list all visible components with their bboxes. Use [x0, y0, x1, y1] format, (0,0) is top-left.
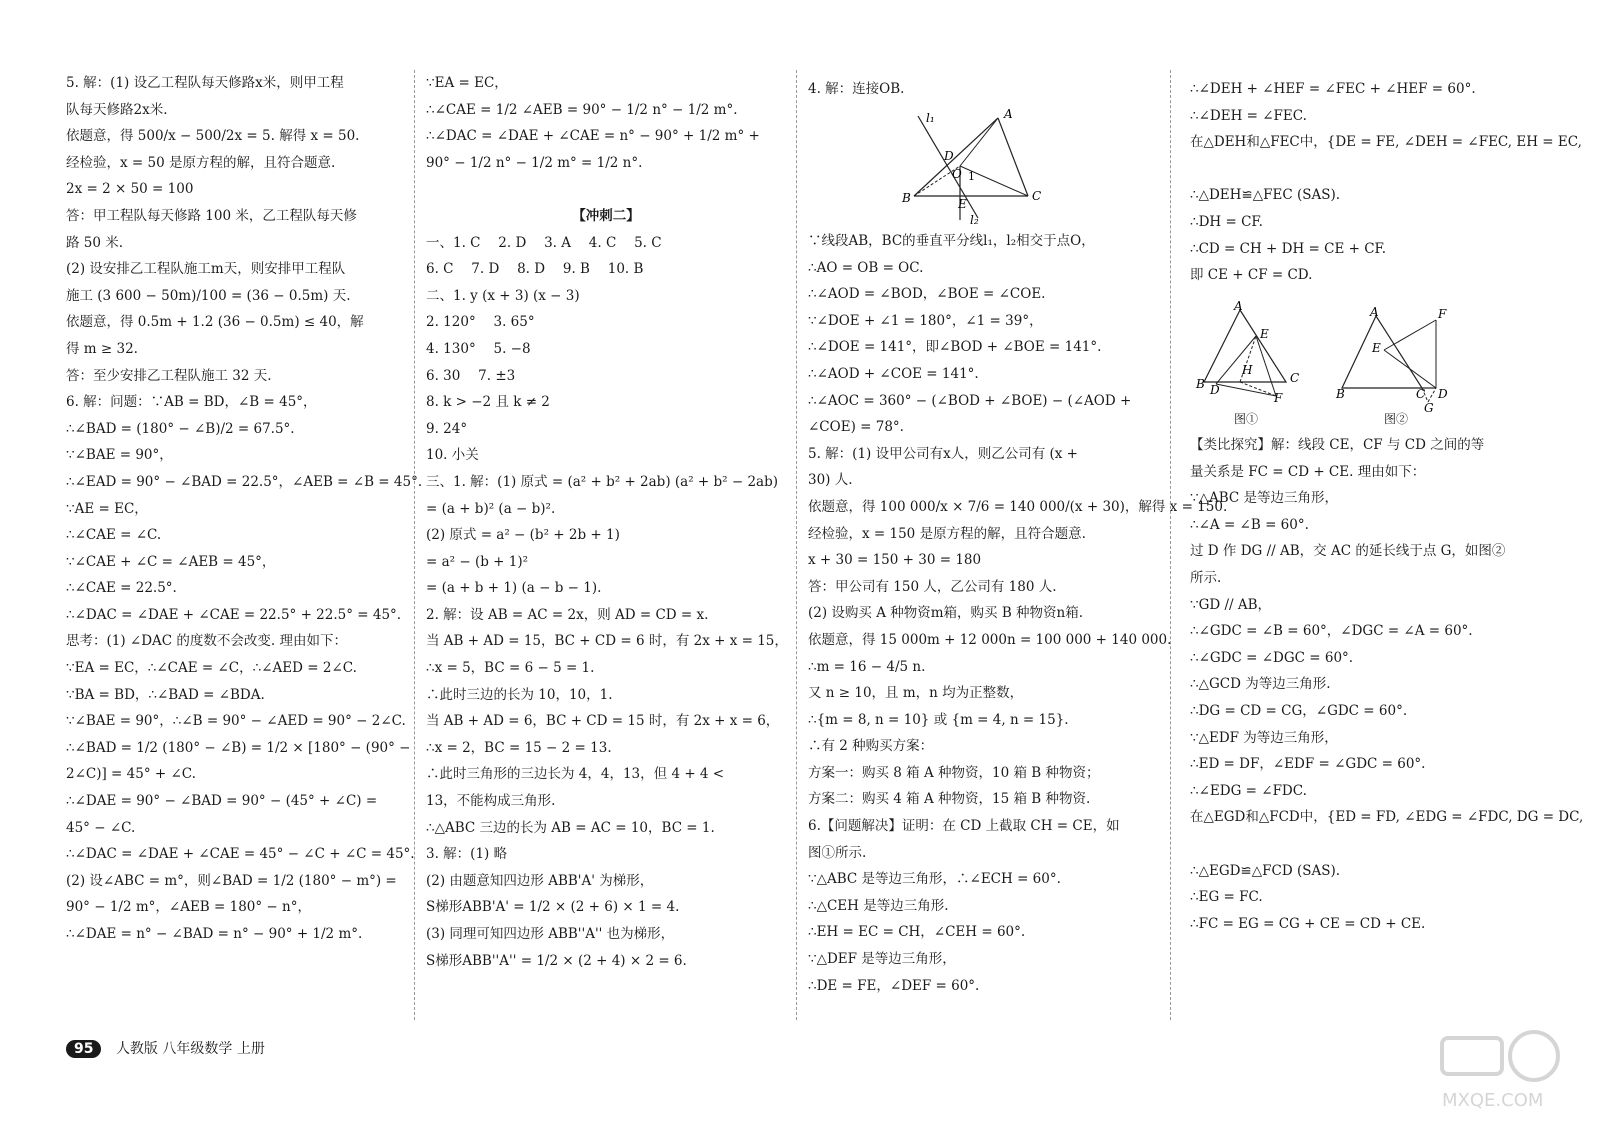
text-line: 4. 130° 5. −8 — [426, 340, 531, 357]
text-line: S梯形ABB'A' = 1/2 × (2 + 6) × 1 = 4. — [426, 899, 680, 916]
text-line: ∵∠BAE = 90°，∴∠B = 90° − ∠AED = 90° − 2∠C. — [66, 713, 406, 730]
fig2-right-label-D: D — [1438, 387, 1448, 401]
text-line: 当 AB + AD = 6，BC + CD = 15 时，有 2x + x = 6， — [426, 713, 780, 730]
text-line: ∴ED = DF，∠EDF = ∠GDC = 60°. — [1190, 756, 1426, 773]
text-line: 2. 120° 3. 65° — [426, 314, 535, 331]
text-line: ∵EA = EC， — [426, 75, 508, 91]
text-line: ∵△EDF 为等边三角形， — [1190, 729, 1338, 746]
text-line: ∴∠DAE = n° − ∠BAD = n° − 90° + 1/2 m°. — [66, 926, 363, 942]
text-line: ∵△ABC 是等边三角形，∴∠ECH = 60°. — [808, 871, 1061, 888]
book-title: 人教版 八年级数学 上册 — [115, 1041, 265, 1057]
text-line: 依题意，得 500/x − 500/2x = 5. 解得 x = 50. — [66, 128, 360, 145]
text-line: 【类比探究】解：线段 CE，CF 与 CD 之间的等 — [1190, 437, 1485, 453]
text-line: 当 AB + AD = 15，BC + CD = 6 时，有 2x + x = 15， — [426, 633, 788, 650]
column-divider-2 — [796, 70, 797, 1020]
text-line: 2x = 2 × 50 = 100 — [66, 181, 194, 198]
page-number: 95 — [66, 1040, 101, 1058]
text-line: (2) 设安排乙工程队施工m天，则安排甲工程队 — [66, 261, 346, 278]
text-line — [1190, 156, 1560, 183]
text-line — [426, 176, 786, 203]
text-line: 依题意，得 15 000m + 12 000n = 100 000 + 140 000. — [808, 631, 1172, 648]
text-line: 13，不能构成三角形. — [426, 793, 556, 810]
text-line: (3) 同理可知四边形 ABB''A'' 也为梯形， — [426, 926, 675, 942]
text-line: ∴∠CAE = 22.5°. — [66, 580, 177, 597]
text-line: ∴∠CAE = 1/2 ∠AEB = 90° − 1/2 n° − 1/2 m°. — [426, 101, 738, 118]
fig1-label-l1: l₁ — [926, 111, 935, 125]
text-line: ∴AO = OB = OC. — [808, 259, 924, 276]
text-line: ∴∠DOE = 141°，即∠BOD + ∠BOE = 141°. — [808, 339, 1102, 356]
text-line: ∴∠A = ∠B = 60°. — [1190, 516, 1309, 533]
figure-caption-2: 图② — [1384, 412, 1409, 426]
fig2-left-label-C: C — [1290, 371, 1300, 385]
text-line: ∵∠BAE = 90°， — [66, 447, 173, 464]
text-line: 施工 (3 600 − 50m)/100 = (36 − 0.5m) 天. — [66, 287, 351, 304]
text-line: 方案一：购买 8 箱 A 种物资，10 箱 B 种物资； — [808, 764, 1100, 781]
text-line: ∠COE) = 78°. — [808, 419, 904, 436]
fig2-right-label-A: A — [1370, 305, 1379, 319]
text-line: ∵△ABC 是等边三角形， — [1190, 490, 1339, 507]
text-line: ∴CD = CH + DH = CE + CF. — [1190, 240, 1387, 257]
text-line: ∴∠CAE = ∠C. — [66, 527, 162, 544]
column-4-top — [1190, 76, 1582, 289]
text-line: ∴∠EAD = 90° − ∠BAD = 22.5°，∠AEB = ∠B = 45°. — [66, 473, 423, 490]
text-line — [1190, 831, 1560, 858]
column-2 — [426, 70, 786, 974]
text-line: ∵∠DOE + ∠1 = 180°，∠1 = 39°， — [808, 312, 1043, 329]
text-line: 6. 解：问题：∵AB = BD，∠B = 45°， — [66, 394, 317, 411]
text-line: 5. 解：(1) 设乙工程队每天修路x米，则甲工程 — [66, 75, 344, 91]
fig1-label-A: A — [1004, 107, 1013, 121]
text-line: 10. 小关 — [426, 447, 479, 464]
text-line: = (a + b)² (a − b)². — [426, 500, 556, 517]
fig1-label-B: B — [902, 191, 911, 205]
figure-triangle-2 — [1332, 306, 1462, 414]
text-line: ∴∠AOC = 360° − (∠BOD + ∠BOE) − (∠AOD + — [808, 392, 1132, 409]
fig2-left-label-A: A — [1234, 299, 1243, 313]
text-line: 三、1. 解：(1) 原式 = (a² + b² + 2ab) (a² + b² − 2ab) — [426, 473, 779, 490]
text-line: 量关系是 FC = CD + CE. 理由如下： — [1190, 463, 1426, 480]
text-line: 9. 24° — [426, 420, 468, 437]
text-line: 在△EGD和△FCD中，{ED = FD, ∠EDG = ∠FDC, DG = DC, — [1190, 809, 1584, 826]
text-line: 思考：(1) ∠DAC 的度数不会改变. 理由如下： — [66, 633, 348, 650]
text-line: ∴DG = CD = CG，∠GDC = 60°. — [1190, 702, 1408, 719]
text-line: ∴∠GDC = ∠DGC = 60°. — [1190, 649, 1354, 666]
text-line: 6. C 7. D 8. D 9. B 10. B — [426, 261, 644, 278]
text-line: 依题意，得 100 000/x × 7/6 = 140 000/(x + 30)，解得 x = 150. — [808, 498, 1228, 515]
text-line: 二、1. y (x + 3) (x − 3) — [426, 287, 580, 304]
text-line: ∴∠AOD = ∠BOD，∠BOE = ∠COE. — [808, 286, 1046, 303]
text-line: 2. 解：设 AB = AC = 2x，则 AD = CD = x. — [426, 606, 709, 623]
text-line: ∴有 2 种购买方案： — [808, 738, 934, 755]
fig1-label-1: 1 — [968, 170, 975, 183]
fig1-label-O: O — [952, 167, 962, 181]
text-line: 6. 30 7. ±3 — [426, 367, 516, 384]
column-3-top — [808, 76, 1148, 103]
fig2-right-label-E: E — [1372, 341, 1381, 355]
text-line: 3. 解：(1) 略 — [426, 846, 508, 863]
fig2-left-label-D: D — [1210, 383, 1220, 397]
figure-triangle-1 — [1196, 299, 1306, 405]
page-footer — [66, 1038, 265, 1058]
column-divider-3 — [1170, 70, 1171, 1020]
text-line: 30) 人. — [808, 472, 853, 489]
text-line: 依题意，得 0.5m + 1.2 (36 − 0.5m) ≤ 40，解 — [66, 314, 364, 331]
text-line: (2) 由题意知四边形 ABB'A' 为梯形， — [426, 872, 654, 889]
fig1-label-C: C — [1032, 189, 1042, 203]
fig2-left-label-F: F — [1274, 391, 1283, 405]
fig2-left-label-B: B — [1196, 377, 1205, 391]
text-line: ∴x = 5，BC = 6 − 5 = 1. — [426, 660, 595, 677]
text-line: ∴∠BAD = (180° − ∠B)/2 = 67.5°. — [66, 420, 295, 437]
watermark-text: MXQE.COM — [1442, 1090, 1544, 1111]
text-line: ∴x = 2，BC = 15 − 2 = 13. — [426, 739, 612, 756]
text-line: ∴∠DAE = 90° − ∠BAD = 90° − (45° + ∠C) = — [66, 793, 378, 810]
text-line: ∵GD // AB， — [1190, 596, 1272, 613]
text-line: ∴△DEH≌△FEC (SAS). — [1190, 187, 1341, 204]
text-line: 在△DEH和△FEC中，{DE = FE, ∠DEH = ∠FEC, EH = EC, — [1190, 134, 1582, 151]
fig2-right-label-F: F — [1438, 307, 1447, 321]
text-line: 队每天修路2x米. — [66, 101, 168, 118]
text-line: = (a + b + 1) (a − b − 1). — [426, 580, 602, 597]
text-line: ∴EG = FC. — [1190, 889, 1263, 906]
text-line: 90° − 1/2 m°，∠AEB = 180° − n°， — [66, 899, 311, 916]
text-line: ∴∠DAC = ∠DAE + ∠CAE = 22.5° + 22.5° = 45°. — [66, 606, 402, 623]
text-line: 过 D 作 DG // AB，交 AC 的延长线于点 G，如图② — [1190, 543, 1506, 560]
text-line: ∴EH = EC = CH，∠CEH = 60°. — [808, 924, 1026, 941]
text-line: ∴{m = 8, n = 10} 或 {m = 4, n = 15}. — [808, 711, 1069, 728]
text-line: S梯形ABB''A'' = 1/2 × (2 + 4) × 2 = 6. — [426, 952, 687, 969]
text-line: ∴m = 16 − 4/5 n. — [808, 658, 926, 675]
text-line: ∴△CEH 是等边三角形. — [808, 897, 949, 914]
text-line: ∵EA = EC，∴∠CAE = ∠C，∴∠AED = 2∠C. — [66, 660, 357, 677]
fig1-label-E: E — [958, 197, 967, 211]
text-line: ∴∠EDG = ∠FDC. — [1190, 782, 1307, 799]
figure-caption-1: 图① — [1234, 412, 1259, 426]
column-1 — [66, 70, 423, 948]
text-line: 答：甲公司有 150 人，乙公司有 180 人. — [808, 578, 1057, 595]
text-line: 图①所示. — [808, 844, 867, 861]
text-line: = a² − (b + 1)² — [426, 553, 529, 570]
text-line: (2) 设购买 A 种物资m箱，购买 B 种物资n箱. — [808, 605, 1084, 622]
fig1-label-D: D — [944, 149, 954, 163]
text-line: ∴∠BAD = 1/2 (180° − ∠B) = 1/2 × [180° − (90° − — [66, 739, 411, 756]
column-divider-1 — [414, 70, 415, 1020]
text-line: ∴DH = CF. — [1190, 213, 1263, 230]
text-line: ∵△DEF 是等边三角形， — [808, 951, 956, 968]
text-line: 即 CE + CF = CD. — [1190, 267, 1313, 284]
text-line: 得 m ≥ 32. — [66, 340, 138, 357]
text-line: 45° − ∠C. — [66, 819, 136, 836]
text-line: 又 n ≥ 10，且 m，n 均为正整数， — [808, 685, 1024, 702]
watermark-logo — [1434, 1024, 1564, 1114]
text-line: ∴△EGD≌△FCD (SAS). — [1190, 862, 1341, 879]
text-line: 经检验，x = 150 是原方程的解，且符合题意. — [808, 525, 1086, 542]
text-line: ∴△GCD 为等边三角形. — [1190, 676, 1331, 693]
text-line: 经检验，x = 50 是原方程的解，且符合题意. — [66, 154, 336, 171]
text-line: ∴∠DAC = ∠DAE + ∠CAE = n° − 90° + 1/2 m° + — [426, 128, 760, 145]
text-line: ∵AE = EC， — [66, 500, 148, 517]
text-line: 一、1. C 2. D 3. A 4. C 5. C — [426, 234, 662, 251]
column-4 — [1190, 432, 1584, 937]
text-line: 8. k > −2 且 k ≠ 2 — [426, 394, 550, 411]
section-heading: 【冲刺二】 — [572, 207, 640, 224]
figure-perpendicular-bisectors — [900, 108, 1060, 226]
text-line: 所示. — [1190, 569, 1222, 586]
text-line: 6.【问题解决】证明：在 CD 上截取 CH = CE，如 — [808, 818, 1120, 835]
text-line: ∴此时三角形的三边长为 4，4，13，但 4 + 4 < — [426, 766, 725, 783]
fig2-right-label-B: B — [1336, 387, 1345, 401]
fig2-right-label-C: C — [1416, 387, 1426, 401]
text-line: ∴△ABC 三边的长为 AB = AC = 10，BC = 1. — [426, 819, 715, 836]
text-line: 答：甲工程队每天修路 100 米，乙工程队每天修 — [66, 207, 357, 224]
text-line: (2) 原式 = a² − (b² + 2b + 1) — [426, 527, 620, 544]
text-line: ∵∠CAE + ∠C = ∠AEB = 45°， — [66, 553, 276, 570]
text-line: x + 30 = 150 + 30 = 180 — [808, 552, 982, 569]
text-line: 5. 解：(1) 设甲公司有x人，则乙公司有 (x + — [808, 445, 1078, 462]
text-line: ∴∠GDC = ∠B = 60°，∠DGC = ∠A = 60°. — [1190, 623, 1473, 640]
fig2-left-label-E: E — [1260, 327, 1269, 341]
text-line: ∴DE = FE，∠DEF = 60°. — [808, 977, 980, 994]
text-line: 路 50 米. — [66, 234, 124, 251]
text-line: (2) 设∠ABC = m°，则∠BAD = 1/2 (180° − m°) = — [66, 872, 397, 889]
text-line: ∴∠DAC = ∠DAE + ∠CAE = 45° − ∠C + ∠C = 45°. — [66, 846, 415, 863]
text-line: ∴∠AOD + ∠COE = 141°. — [808, 365, 979, 382]
text-line: ∵BA = BD，∴∠BAD = ∠BDA. — [66, 686, 265, 703]
text-line: 4. 解：连接OB. — [808, 81, 905, 97]
text-line: ∴∠DEH = ∠FEC. — [1190, 107, 1307, 124]
text-line: 方案二：购买 4 箱 A 种物资，15 箱 B 种物资. — [808, 791, 1091, 808]
text-line: 2∠C)] = 45° + ∠C. — [66, 766, 196, 783]
fig1-label-l2: l₂ — [970, 213, 979, 227]
text-line: ∴此时三边的长为 10，10，1. — [426, 686, 613, 703]
fig2-right-label-G: G — [1424, 401, 1434, 415]
text-line: 90° − 1/2 n° − 1/2 m° = 1/2 n°. — [426, 154, 643, 171]
text-line: ∵线段AB，BC的垂直平分线l₁，l₂相交于点O， — [808, 233, 1095, 249]
text-line: ∴FC = EG = CG + CE = CD + CE. — [1190, 915, 1426, 932]
text-line: 答：至少安排乙工程队施工 32 天. — [66, 367, 272, 384]
text-line: ∴∠DEH + ∠HEF = ∠FEC + ∠HEF = 60°. — [1190, 81, 1476, 97]
fig2-left-label-H: H — [1242, 363, 1253, 377]
